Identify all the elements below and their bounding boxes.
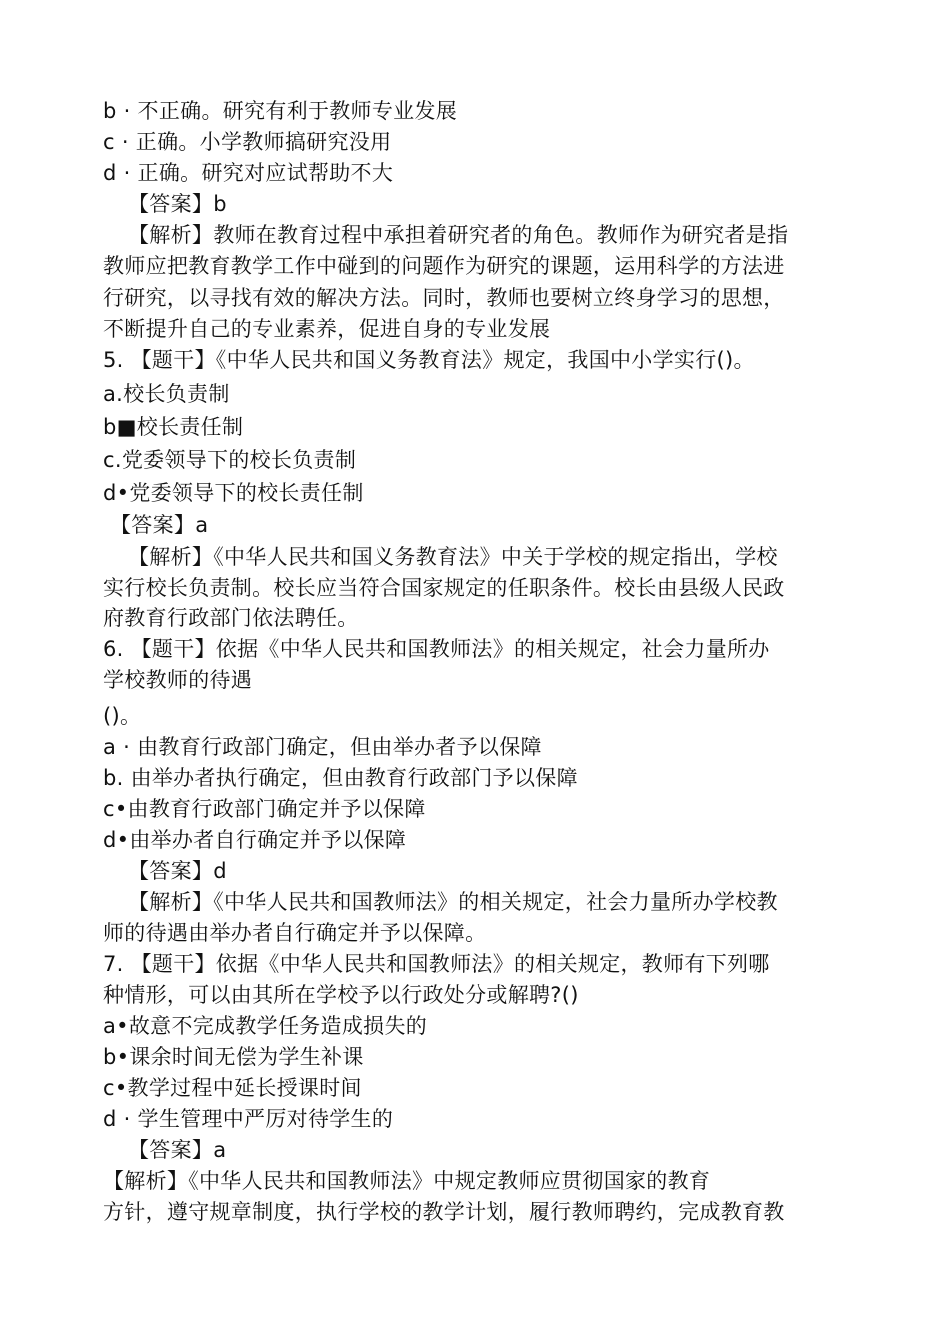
answer-line-q7: 【答案】a <box>128 1138 227 1162</box>
analysis-line-q5-2: 实行校长负责制。校长应当符合国家规定的任职条件。校长由县级人民政 <box>103 576 785 600</box>
answer-line-q4: 【答案】b <box>128 192 227 216</box>
option-line-q6-d: d•由举办者自行确定并予以保障 <box>103 828 407 852</box>
option-line-q6-b: b. 由举办者执行确定，但由教育行政部门予以保障 <box>103 766 578 790</box>
answer-line-q5: 【答案】a <box>110 513 209 537</box>
question-stem-7-line-1: 7. 【题干】依据《中华人民共和国教师法》的相关规定，教师有下列哪 <box>103 952 770 976</box>
option-line-q6-a: a · 由教育行政部门确定，但由举办者予以保障 <box>103 735 542 759</box>
option-line-q4-d: d · 正确。研究对应试帮助不大 <box>103 161 394 185</box>
question-stem-6-line-2: 学校教师的待遇 <box>103 668 253 692</box>
question-stem-7-line-2: 种情形，可以由其所在学校予以行政处分或解聘?() <box>103 983 579 1007</box>
question-stem-6-line-1: 6. 【题干】依据《中华人民共和国教师法》的相关规定，社会力量所办 <box>103 637 770 661</box>
analysis-line-q6-1: 【解析】《中华人民共和国教师法》的相关规定，社会力量所办学校教 <box>128 890 778 914</box>
option-line-q7-c: c•教学过程中延长授课时间 <box>103 1076 362 1100</box>
option-line-q4-b: b · 不正确。研究有利于教师专业发展 <box>103 99 458 123</box>
option-line-q4-c: c · 正确。小学教师搞研究没用 <box>103 130 392 154</box>
option-line-q7-a: a•故意不完成教学任务造成损失的 <box>103 1014 428 1038</box>
analysis-line-q7-1: 【解析】《中华人民共和国教师法》中规定教师应贯彻国家的教育 <box>103 1169 711 1193</box>
analysis-line-q5-3: 府教育行政部门依法聘任。 <box>103 606 359 630</box>
analysis-line-q7-2: 方针，遵守规章制度，执行学校的教学计划，履行教师聘约，完成教育教 <box>103 1200 785 1224</box>
option-line-q7-b: b•课余时间无偿为学生补课 <box>103 1045 364 1069</box>
answer-line-q6: 【答案】d <box>128 859 227 883</box>
option-line-q5-d: d•党委领导下的校长责任制 <box>103 481 364 505</box>
option-line-q5-b: b■校长责任制 <box>103 415 244 439</box>
analysis-line-q4-2: 教师应把教育教学工作中碰到的问题作为研究的课题，运用科学的方法进 <box>103 254 785 278</box>
analysis-line-q4-1: 【解析】教师在教育过程中承担着研究者的角色。教师作为研究者是指 <box>128 223 789 247</box>
option-line-q5-c: c.党委领导下的校长负责制 <box>103 448 357 472</box>
analysis-line-q4-3: 行研究，以寻找有效的解决方法。同时，教师也要树立终身学习的思想， <box>103 286 785 310</box>
question-stem-6-line-3: ()。 <box>103 704 142 728</box>
analysis-line-q6-2: 师的待遇由举办者自行确定并予以保障。 <box>103 921 487 945</box>
option-line-q5-a: a.校长负责制 <box>103 382 230 406</box>
option-line-q7-d: d · 学生管理中严厉对待学生的 <box>103 1107 394 1131</box>
analysis-line-q4-4: 不断提升自己的专业素养，促进自身的专业发展 <box>103 317 551 341</box>
question-stem-5: 5. 【题干】《中华人民共和国义务教育法》规定，我国中小学实行()。 <box>103 348 755 372</box>
analysis-line-q5-1: 【解析】《中华人民共和国义务教育法》中关于学校的规定指出，学校 <box>128 545 778 569</box>
option-line-q6-c: c•由教育行政部门确定并予以保障 <box>103 797 426 821</box>
